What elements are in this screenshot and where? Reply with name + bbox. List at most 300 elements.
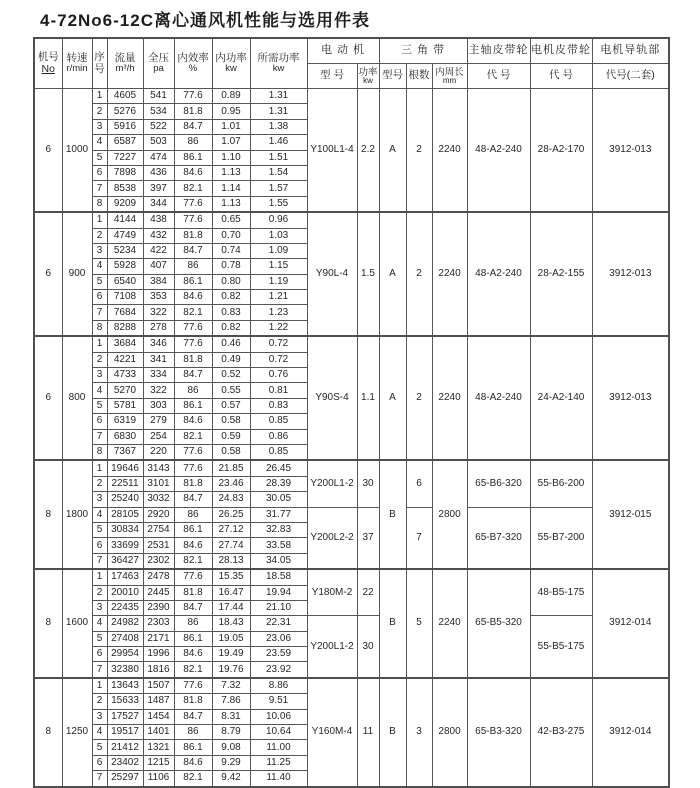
efficiency-cell: 86.1 bbox=[174, 274, 212, 289]
inner-power-cell: 0.52 bbox=[212, 368, 250, 383]
seq-cell: 1 bbox=[92, 678, 107, 694]
required-power-cell: 10.64 bbox=[250, 725, 307, 740]
table-row bbox=[34, 336, 669, 352]
efficiency-cell: 82.1 bbox=[174, 305, 212, 320]
col-group-main-pulley: 主轴皮带轮 bbox=[467, 38, 530, 64]
required-power-cell: 8.86 bbox=[250, 678, 307, 694]
pressure-cell: 436 bbox=[143, 165, 174, 180]
inner-power-cell: 1.07 bbox=[212, 135, 250, 150]
required-power-cell: 22.31 bbox=[250, 616, 307, 631]
pressure-cell: 322 bbox=[143, 383, 174, 398]
seq-cell: 6 bbox=[92, 414, 107, 429]
pressure-cell: 397 bbox=[143, 181, 174, 196]
flow-cell: 30834 bbox=[107, 522, 143, 537]
pressure-cell: 474 bbox=[143, 150, 174, 165]
pressure-cell: 2445 bbox=[143, 585, 174, 600]
pressure-cell: 1487 bbox=[143, 694, 174, 709]
required-power-cell: 19.94 bbox=[250, 585, 307, 600]
required-power-cell: 0.76 bbox=[250, 368, 307, 383]
belt-model-cell: B bbox=[379, 460, 406, 569]
seq-cell: 5 bbox=[92, 274, 107, 289]
main-pulley-cell: 48-A2-240 bbox=[467, 336, 530, 460]
motor-model-cell: Y100L1-4 bbox=[307, 89, 357, 213]
seq-cell: 1 bbox=[92, 89, 107, 104]
motor-model-cell: Y90L-4 bbox=[307, 212, 357, 336]
seq-cell: 2 bbox=[92, 476, 107, 491]
inner-power-cell: 19.49 bbox=[212, 647, 250, 662]
speed-cell: 900 bbox=[62, 212, 92, 336]
pressure-cell: 3101 bbox=[143, 476, 174, 491]
pressure-cell: 1106 bbox=[143, 771, 174, 787]
belt-model-cell: B bbox=[379, 678, 406, 787]
flow-cell: 32380 bbox=[107, 662, 143, 678]
efficiency-cell: 81.8 bbox=[174, 352, 212, 367]
required-power-cell: 23.92 bbox=[250, 662, 307, 678]
col-header-required-power: 所需功率 kw bbox=[250, 38, 307, 89]
flow-cell: 21412 bbox=[107, 740, 143, 755]
required-power-cell: 1.55 bbox=[250, 196, 307, 212]
pressure-cell: 1816 bbox=[143, 662, 174, 678]
col-header-motor-pulley-code: 代 号 bbox=[530, 64, 592, 89]
motor-model-cell: Y200L1-2 bbox=[307, 616, 357, 678]
required-power-cell: 30.05 bbox=[250, 492, 307, 507]
seq-cell: 4 bbox=[92, 507, 107, 522]
required-power-cell: 1.09 bbox=[250, 243, 307, 258]
required-power-cell: 26.45 bbox=[250, 460, 307, 476]
required-power-cell: 33.58 bbox=[250, 538, 307, 553]
inner-power-cell: 1.13 bbox=[212, 196, 250, 212]
efficiency-cell: 86 bbox=[174, 135, 212, 150]
efficiency-cell: 86.1 bbox=[174, 740, 212, 755]
pressure-cell: 278 bbox=[143, 320, 174, 336]
required-power-cell: 0.85 bbox=[250, 414, 307, 429]
pressure-cell: 353 bbox=[143, 290, 174, 305]
col-header-inner-power: 内功率 kw bbox=[212, 38, 250, 89]
speed-cell: 800 bbox=[62, 336, 92, 460]
seq-cell: 3 bbox=[92, 492, 107, 507]
machine-no-cell: 6 bbox=[34, 212, 62, 336]
inner-power-cell: 0.70 bbox=[212, 228, 250, 243]
table-row bbox=[34, 212, 669, 228]
table-row bbox=[34, 89, 669, 104]
inner-power-cell: 17.44 bbox=[212, 600, 250, 615]
flow-cell: 7227 bbox=[107, 150, 143, 165]
pressure-cell: 334 bbox=[143, 368, 174, 383]
inner-power-cell: 1.13 bbox=[212, 165, 250, 180]
inner-power-cell: 8.79 bbox=[212, 725, 250, 740]
pressure-cell: 344 bbox=[143, 196, 174, 212]
pressure-cell: 322 bbox=[143, 305, 174, 320]
required-power-cell: 1.54 bbox=[250, 165, 307, 180]
seq-cell: 5 bbox=[92, 522, 107, 537]
required-power-cell: 1.31 bbox=[250, 89, 307, 104]
pressure-cell: 384 bbox=[143, 274, 174, 289]
rail-cell: 3912-014 bbox=[592, 569, 669, 678]
inner-power-cell: 0.57 bbox=[212, 398, 250, 413]
motor-pulley-cell: 55-B6-200 bbox=[530, 460, 592, 507]
required-power-cell: 1.15 bbox=[250, 259, 307, 274]
motor-pulley-cell: 42-B3-275 bbox=[530, 678, 592, 787]
motor-pulley-cell: 28-A2-155 bbox=[530, 212, 592, 336]
required-power-cell: 0.72 bbox=[250, 352, 307, 367]
seq-cell: 7 bbox=[92, 181, 107, 196]
efficiency-cell: 77.6 bbox=[174, 444, 212, 460]
required-power-cell: 11.25 bbox=[250, 755, 307, 770]
pressure-cell: 2920 bbox=[143, 507, 174, 522]
flow-cell: 8288 bbox=[107, 320, 143, 336]
flow-cell: 5916 bbox=[107, 119, 143, 134]
inner-power-cell: 28.13 bbox=[212, 553, 250, 569]
pressure-cell: 279 bbox=[143, 414, 174, 429]
col-header-seq: 序 号 bbox=[92, 38, 107, 89]
header-row-1 bbox=[34, 38, 669, 64]
seq-cell: 1 bbox=[92, 569, 107, 585]
efficiency-cell: 77.6 bbox=[174, 320, 212, 336]
flow-cell: 25240 bbox=[107, 492, 143, 507]
pressure-cell: 254 bbox=[143, 429, 174, 444]
col-header-main-pulley-code: 代 号 bbox=[467, 64, 530, 89]
efficiency-cell: 81.8 bbox=[174, 104, 212, 119]
motor-model-cell: Y180M-2 bbox=[307, 569, 357, 616]
flow-cell: 6830 bbox=[107, 429, 143, 444]
col-header-machine-no: 机号 No bbox=[34, 38, 62, 89]
required-power-cell: 23.59 bbox=[250, 647, 307, 662]
pressure-cell: 438 bbox=[143, 212, 174, 228]
belt-length-cell: 2240 bbox=[432, 569, 467, 678]
inner-power-cell: 21.85 bbox=[212, 460, 250, 476]
motor-power-cell: 11 bbox=[357, 678, 379, 787]
flow-cell: 6587 bbox=[107, 135, 143, 150]
inner-power-cell: 1.01 bbox=[212, 119, 250, 134]
required-power-cell: 1.19 bbox=[250, 274, 307, 289]
seq-cell: 3 bbox=[92, 709, 107, 724]
seq-cell: 5 bbox=[92, 398, 107, 413]
pressure-cell: 2531 bbox=[143, 538, 174, 553]
inner-power-cell: 0.49 bbox=[212, 352, 250, 367]
seq-cell: 5 bbox=[92, 150, 107, 165]
efficiency-cell: 86 bbox=[174, 725, 212, 740]
inner-power-cell: 0.80 bbox=[212, 274, 250, 289]
motor-pulley-cell: 55-B7-200 bbox=[530, 507, 592, 569]
speed-cell: 1000 bbox=[62, 89, 92, 213]
main-pulley-cell: 65-B5-320 bbox=[467, 569, 530, 678]
seq-cell: 4 bbox=[92, 725, 107, 740]
belt-count-cell: 2 bbox=[406, 212, 432, 336]
required-power-cell: 0.96 bbox=[250, 212, 307, 228]
efficiency-cell: 81.8 bbox=[174, 585, 212, 600]
seq-cell: 6 bbox=[92, 290, 107, 305]
required-power-cell: 11.40 bbox=[250, 771, 307, 787]
efficiency-cell: 77.6 bbox=[174, 678, 212, 694]
seq-cell: 2 bbox=[92, 104, 107, 119]
seq-cell: 6 bbox=[92, 647, 107, 662]
motor-model-cell: Y160M-4 bbox=[307, 678, 357, 787]
efficiency-cell: 86 bbox=[174, 616, 212, 631]
pressure-cell: 1996 bbox=[143, 647, 174, 662]
col-group-belt: 三 角 带 bbox=[379, 38, 467, 64]
inner-power-cell: 0.83 bbox=[212, 305, 250, 320]
required-power-cell: 1.57 bbox=[250, 181, 307, 196]
inner-power-cell: 0.89 bbox=[212, 89, 250, 104]
flow-cell: 5276 bbox=[107, 104, 143, 119]
seq-cell: 2 bbox=[92, 694, 107, 709]
flow-cell: 8538 bbox=[107, 181, 143, 196]
inner-power-cell: 27.74 bbox=[212, 538, 250, 553]
table-body bbox=[34, 89, 669, 787]
efficiency-cell: 84.6 bbox=[174, 647, 212, 662]
efficiency-cell: 84.7 bbox=[174, 368, 212, 383]
speed-cell: 1250 bbox=[62, 678, 92, 787]
efficiency-cell: 82.1 bbox=[174, 771, 212, 787]
seq-cell: 5 bbox=[92, 631, 107, 646]
flow-cell: 23402 bbox=[107, 755, 143, 770]
efficiency-cell: 77.6 bbox=[174, 336, 212, 352]
seq-cell: 1 bbox=[92, 460, 107, 476]
efficiency-cell: 81.8 bbox=[174, 228, 212, 243]
efficiency-cell: 82.1 bbox=[174, 553, 212, 569]
seq-cell: 7 bbox=[92, 771, 107, 787]
flow-cell: 33699 bbox=[107, 538, 143, 553]
flow-cell: 5781 bbox=[107, 398, 143, 413]
inner-power-cell: 7.32 bbox=[212, 678, 250, 694]
efficiency-cell: 84.6 bbox=[174, 414, 212, 429]
belt-length-cell: 2240 bbox=[432, 212, 467, 336]
required-power-cell: 21.10 bbox=[250, 600, 307, 615]
seq-cell: 3 bbox=[92, 119, 107, 134]
belt-model-cell: B bbox=[379, 569, 406, 678]
motor-pulley-cell: 24-A2-140 bbox=[530, 336, 592, 460]
pressure-cell: 3143 bbox=[143, 460, 174, 476]
inner-power-cell: 0.65 bbox=[212, 212, 250, 228]
inner-power-cell: 1.14 bbox=[212, 181, 250, 196]
inner-power-cell: 23.46 bbox=[212, 476, 250, 491]
col-group-motor: 电 动 机 bbox=[307, 38, 379, 64]
flow-cell: 5234 bbox=[107, 243, 143, 258]
flow-cell: 19517 bbox=[107, 725, 143, 740]
seq-cell: 7 bbox=[92, 553, 107, 569]
pressure-cell: 303 bbox=[143, 398, 174, 413]
flow-cell: 4733 bbox=[107, 368, 143, 383]
motor-power-cell: 22 bbox=[357, 569, 379, 616]
col-header-speed: 转速 r/min bbox=[62, 38, 92, 89]
flow-cell: 3684 bbox=[107, 336, 143, 352]
pressure-cell: 3032 bbox=[143, 492, 174, 507]
required-power-cell: 1.51 bbox=[250, 150, 307, 165]
seq-cell: 8 bbox=[92, 320, 107, 336]
table-header bbox=[34, 38, 669, 89]
motor-power-cell: 37 bbox=[357, 507, 379, 569]
main-pulley-cell: 48-A2-240 bbox=[467, 89, 530, 213]
seq-cell: 6 bbox=[92, 755, 107, 770]
col-header-pressure: 全压 pa bbox=[143, 38, 174, 89]
seq-cell: 4 bbox=[92, 259, 107, 274]
col-header-belt-length: 内周长 mm bbox=[432, 64, 467, 89]
belt-count-cell: 7 bbox=[406, 507, 432, 569]
flow-cell: 22435 bbox=[107, 600, 143, 615]
required-power-cell: 11.00 bbox=[250, 740, 307, 755]
required-power-cell: 10.06 bbox=[250, 709, 307, 724]
flow-cell: 27408 bbox=[107, 631, 143, 646]
pressure-cell: 220 bbox=[143, 444, 174, 460]
pressure-cell: 407 bbox=[143, 259, 174, 274]
flow-cell: 28105 bbox=[107, 507, 143, 522]
required-power-cell: 9.51 bbox=[250, 694, 307, 709]
flow-cell: 5928 bbox=[107, 259, 143, 274]
inner-power-cell: 0.82 bbox=[212, 320, 250, 336]
motor-power-cell: 1.5 bbox=[357, 212, 379, 336]
pressure-cell: 1401 bbox=[143, 725, 174, 740]
flow-cell: 4144 bbox=[107, 212, 143, 228]
efficiency-cell: 86.1 bbox=[174, 398, 212, 413]
seq-cell: 3 bbox=[92, 243, 107, 258]
col-group-rail: 电机导轨部 bbox=[592, 38, 669, 64]
col-header-belt-model: 型号 bbox=[379, 64, 406, 89]
belt-count-cell: 2 bbox=[406, 89, 432, 213]
flow-cell: 13643 bbox=[107, 678, 143, 694]
main-pulley-cell: 48-A2-240 bbox=[467, 212, 530, 336]
efficiency-cell: 84.7 bbox=[174, 709, 212, 724]
efficiency-cell: 77.6 bbox=[174, 460, 212, 476]
seq-cell: 8 bbox=[92, 444, 107, 460]
flow-cell: 36427 bbox=[107, 553, 143, 569]
inner-power-cell: 26.25 bbox=[212, 507, 250, 522]
required-power-cell: 0.81 bbox=[250, 383, 307, 398]
inner-power-cell: 0.58 bbox=[212, 414, 250, 429]
efficiency-cell: 77.6 bbox=[174, 196, 212, 212]
flow-cell: 7684 bbox=[107, 305, 143, 320]
seq-cell: 5 bbox=[92, 740, 107, 755]
motor-power-cell: 2.2 bbox=[357, 89, 379, 213]
required-power-cell: 0.85 bbox=[250, 444, 307, 460]
table-row bbox=[34, 569, 669, 585]
inner-power-cell: 9.29 bbox=[212, 755, 250, 770]
efficiency-cell: 86 bbox=[174, 259, 212, 274]
flow-cell: 4749 bbox=[107, 228, 143, 243]
flow-cell: 7898 bbox=[107, 165, 143, 180]
efficiency-cell: 77.6 bbox=[174, 212, 212, 228]
belt-length-cell: 2240 bbox=[432, 89, 467, 213]
seq-cell: 8 bbox=[92, 196, 107, 212]
motor-power-cell: 30 bbox=[357, 616, 379, 678]
pressure-cell: 503 bbox=[143, 135, 174, 150]
flow-cell: 7108 bbox=[107, 290, 143, 305]
efficiency-cell: 84.7 bbox=[174, 119, 212, 134]
belt-count-cell: 3 bbox=[406, 678, 432, 787]
flow-cell: 4221 bbox=[107, 352, 143, 367]
spec-table bbox=[33, 37, 670, 788]
col-header-efficiency: 内效率 % bbox=[174, 38, 212, 89]
seq-cell: 6 bbox=[92, 165, 107, 180]
required-power-cell: 0.72 bbox=[250, 336, 307, 352]
required-power-cell: 1.03 bbox=[250, 228, 307, 243]
inner-power-cell: 0.46 bbox=[212, 336, 250, 352]
table-row bbox=[34, 460, 669, 476]
inner-power-cell: 18.43 bbox=[212, 616, 250, 631]
table-row bbox=[34, 507, 669, 522]
belt-model-cell: A bbox=[379, 212, 406, 336]
efficiency-cell: 84.7 bbox=[174, 492, 212, 507]
required-power-cell: 34.05 bbox=[250, 553, 307, 569]
inner-power-cell: 0.58 bbox=[212, 444, 250, 460]
required-power-cell: 18.58 bbox=[250, 569, 307, 585]
motor-model-cell: Y90S-4 bbox=[307, 336, 357, 460]
motor-pulley-cell: 48-B5-175 bbox=[530, 569, 592, 616]
flow-cell: 4605 bbox=[107, 89, 143, 104]
efficiency-cell: 77.6 bbox=[174, 89, 212, 104]
required-power-cell: 1.23 bbox=[250, 305, 307, 320]
col-header-motor-power: 功率 kw bbox=[357, 64, 379, 89]
flow-cell: 15633 bbox=[107, 694, 143, 709]
efficiency-cell: 86.1 bbox=[174, 150, 212, 165]
required-power-cell: 31.77 bbox=[250, 507, 307, 522]
inner-power-cell: 27.12 bbox=[212, 522, 250, 537]
pressure-cell: 2390 bbox=[143, 600, 174, 615]
flow-cell: 24982 bbox=[107, 616, 143, 631]
required-power-cell: 1.46 bbox=[250, 135, 307, 150]
required-power-cell: 28.39 bbox=[250, 476, 307, 491]
seq-cell: 2 bbox=[92, 585, 107, 600]
page-title: 4-72No6-12C离心通风机性能与选用件表 bbox=[40, 11, 370, 30]
pressure-cell: 2478 bbox=[143, 569, 174, 585]
inner-power-cell: 0.55 bbox=[212, 383, 250, 398]
flow-cell: 19646 bbox=[107, 460, 143, 476]
flow-cell: 5270 bbox=[107, 383, 143, 398]
belt-count-cell: 6 bbox=[406, 460, 432, 507]
flow-cell: 20010 bbox=[107, 585, 143, 600]
table-row bbox=[34, 678, 669, 694]
efficiency-cell: 81.8 bbox=[174, 694, 212, 709]
belt-length-cell: 2800 bbox=[432, 678, 467, 787]
efficiency-cell: 82.1 bbox=[174, 181, 212, 196]
rail-cell: 3912-015 bbox=[592, 460, 669, 569]
belt-model-cell: A bbox=[379, 89, 406, 213]
motor-pulley-cell: 55-B5-175 bbox=[530, 616, 592, 678]
required-power-cell: 1.22 bbox=[250, 320, 307, 336]
pressure-cell: 2171 bbox=[143, 631, 174, 646]
main-pulley-cell: 65-B3-320 bbox=[467, 678, 530, 787]
required-power-cell: 1.38 bbox=[250, 119, 307, 134]
col-header-motor-model: 型 号 bbox=[307, 64, 357, 89]
pressure-cell: 432 bbox=[143, 228, 174, 243]
pressure-cell: 341 bbox=[143, 352, 174, 367]
rail-cell: 3912-014 bbox=[592, 678, 669, 787]
machine-no-cell: 6 bbox=[34, 89, 62, 213]
efficiency-cell: 86.1 bbox=[174, 631, 212, 646]
seq-cell: 7 bbox=[92, 662, 107, 678]
flow-cell: 17527 bbox=[107, 709, 143, 724]
col-header-rail-code: 代号(二套) bbox=[592, 64, 669, 89]
inner-power-cell: 8.31 bbox=[212, 709, 250, 724]
inner-power-cell: 0.78 bbox=[212, 259, 250, 274]
rail-cell: 3912-013 bbox=[592, 89, 669, 213]
efficiency-cell: 84.6 bbox=[174, 538, 212, 553]
col-header-belt-count: 根数 bbox=[406, 64, 432, 89]
efficiency-cell: 86.1 bbox=[174, 522, 212, 537]
flow-cell: 17463 bbox=[107, 569, 143, 585]
efficiency-cell: 77.6 bbox=[174, 569, 212, 585]
speed-cell: 1600 bbox=[62, 569, 92, 678]
efficiency-cell: 84.7 bbox=[174, 243, 212, 258]
machine-no-cell: 8 bbox=[34, 678, 62, 787]
inner-power-cell: 9.08 bbox=[212, 740, 250, 755]
belt-length-cell: 2240 bbox=[432, 336, 467, 460]
inner-power-cell: 15.35 bbox=[212, 569, 250, 585]
inner-power-cell: 9.42 bbox=[212, 771, 250, 787]
machine-no-cell: 8 bbox=[34, 569, 62, 678]
efficiency-cell: 84.6 bbox=[174, 165, 212, 180]
machine-no-cell: 8 bbox=[34, 460, 62, 569]
pressure-cell: 1215 bbox=[143, 755, 174, 770]
